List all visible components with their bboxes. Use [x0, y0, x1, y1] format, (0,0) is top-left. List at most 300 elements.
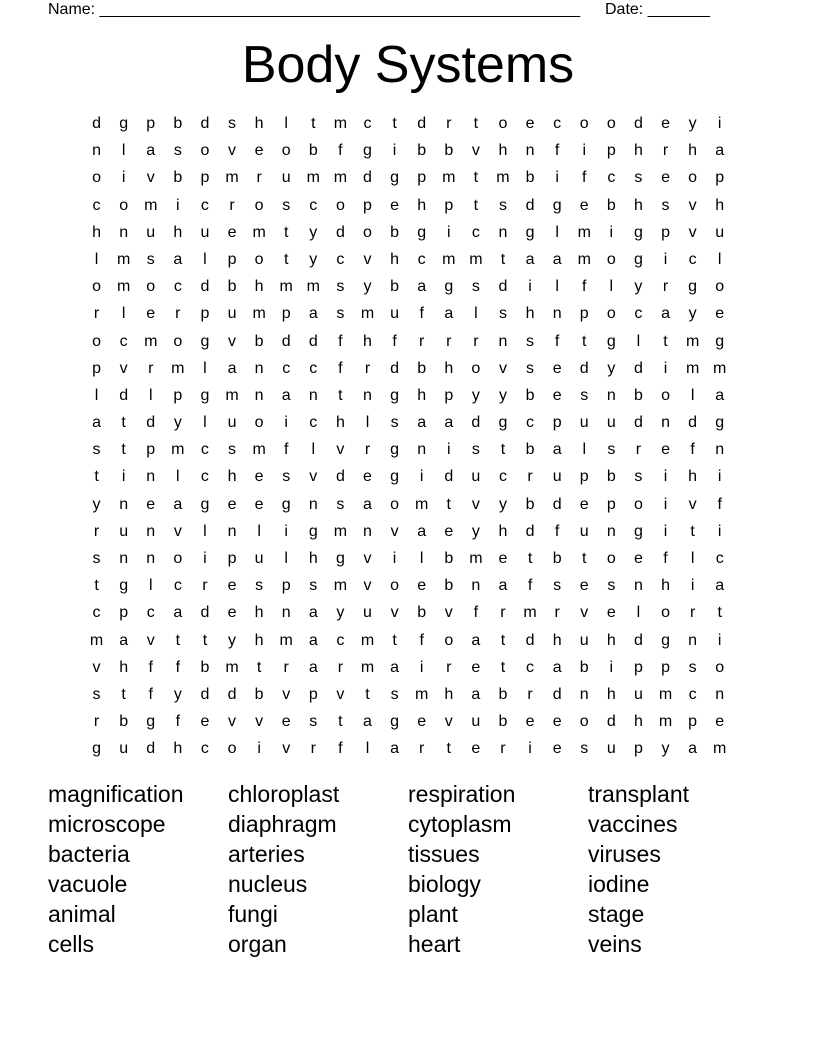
grid-letter: p [146, 441, 156, 459]
word-list-item: cytoplasm [408, 811, 512, 837]
grid-letter: n [661, 414, 670, 432]
grid-letter: i [284, 522, 288, 540]
grid-letter: p [661, 223, 670, 241]
word-list-item: chloroplast [228, 781, 340, 807]
grid-letter: m [252, 441, 266, 459]
grid-letter: e [661, 169, 670, 187]
grid-letter: d [633, 115, 643, 132]
grid-letter: m [713, 740, 727, 758]
grid-letter: p [579, 305, 589, 323]
grid-letter: m [225, 658, 239, 676]
grid-letter: e [661, 115, 670, 132]
grid-letter: m [360, 305, 375, 323]
grid-letter: h [390, 250, 400, 268]
grid-letter: r [500, 740, 506, 758]
grid-letter: y [173, 685, 182, 703]
grid-letter: g [444, 278, 454, 296]
grid-letter: h [498, 142, 508, 160]
grid-letter: s [526, 332, 535, 350]
grid-letter: g [633, 250, 643, 268]
grid-letter: s [390, 414, 399, 432]
grid-letter: o [119, 196, 129, 214]
grid-letter: g [146, 713, 156, 731]
grid-letter: c [417, 250, 426, 268]
grid-letter: s [336, 495, 345, 513]
grid-letter: n [281, 604, 291, 622]
grid-letter: v [146, 169, 155, 187]
grid-letter: h [417, 196, 427, 214]
grid-letter: d [308, 332, 318, 350]
grid-letter: n [688, 631, 698, 649]
grid-letter: n [498, 332, 508, 350]
grid-letter: s [471, 441, 480, 459]
grid-letter: i [690, 577, 695, 595]
grid-letter: a [471, 685, 481, 703]
grid-letter: h [363, 332, 372, 350]
grid-letter: c [607, 169, 616, 187]
grid-letter: p [444, 386, 454, 404]
grid-letter: m [360, 658, 375, 676]
grid-letter: o [688, 169, 698, 187]
grid-letter: c [200, 196, 209, 214]
grid-letter: m [415, 495, 429, 513]
grid-letter: h [661, 577, 670, 595]
grid-letter: o [173, 550, 183, 567]
grid-letter: o [579, 713, 589, 731]
grid-letter: s [228, 115, 237, 132]
grid-letter: y [471, 386, 480, 404]
grid-letter: e [471, 740, 481, 758]
grid-letter: i [257, 740, 261, 758]
grid-letter: t [392, 115, 397, 132]
grid-letter: m [333, 169, 348, 187]
grid-letter: l [690, 550, 695, 567]
grid-letter: g [363, 142, 372, 160]
grid-letter: v [228, 713, 237, 731]
grid-letter: v [363, 250, 372, 268]
grid-letter: e [715, 713, 725, 731]
grid-letter: e [390, 196, 400, 214]
grid-letter: t [392, 631, 397, 649]
grid-letter: s [526, 359, 535, 377]
grid-letter: b [525, 386, 535, 404]
grid-letter: l [690, 386, 695, 404]
grid-letter: i [663, 522, 668, 540]
grid-letter: b [200, 658, 210, 676]
grid-letter: a [308, 305, 318, 323]
grid-letter: r [419, 332, 425, 350]
grid-letter: u [390, 305, 400, 323]
grid-letter: d [552, 495, 562, 513]
grid-letter: i [582, 142, 587, 160]
grid-letter: y [309, 250, 318, 268]
grid-letter: y [688, 305, 697, 323]
grid-letter: l [284, 115, 288, 132]
grid-letter: p [227, 550, 237, 567]
word-list-item: viruses [588, 841, 661, 867]
grid-letter: t [582, 332, 587, 350]
grid-letter: c [309, 359, 318, 377]
grid-letter: a [227, 359, 237, 377]
grid-letter: u [579, 414, 589, 432]
grid-letter: b [444, 577, 454, 595]
grid-letter: a [715, 142, 725, 160]
grid-letter: v [471, 142, 480, 160]
grid-letter: d [363, 169, 372, 187]
grid-letter: v [228, 332, 237, 350]
grid-letter: m [171, 441, 185, 459]
grid-letter: c [146, 604, 155, 622]
grid-letter: h [308, 550, 318, 567]
grid-letter: i [555, 169, 559, 187]
grid-letter: c [715, 550, 724, 567]
grid-letter: s [282, 468, 291, 486]
grid-letter: m [225, 386, 239, 404]
grid-letter: c [92, 604, 101, 622]
grid-letter: g [633, 223, 643, 241]
grid-letter: o [200, 142, 210, 160]
grid-letter: o [173, 332, 183, 350]
grid-letter: t [94, 468, 99, 486]
grid-letter: u [281, 169, 291, 187]
grid-letter: p [417, 169, 427, 187]
grid-letter: m [415, 685, 429, 703]
grid-letter: s [661, 196, 670, 214]
grid-letter: f [419, 631, 424, 649]
word-list-item: vacuole [48, 871, 128, 897]
grid-letter: f [527, 577, 533, 595]
grid-letter: d [579, 359, 589, 377]
grid-letter: m [469, 550, 483, 567]
grid-letter: o [444, 631, 454, 649]
grid-letter: r [337, 658, 344, 676]
grid-letter: r [446, 658, 452, 676]
grid-letter: c [553, 115, 562, 132]
grid-letter: g [200, 386, 210, 404]
grid-letter: s [607, 441, 616, 459]
grid-letter: a [525, 250, 535, 268]
grid-letter: i [663, 359, 668, 377]
grid-letter: g [390, 169, 400, 187]
grid-letter: r [446, 115, 452, 132]
grid-letter: e [363, 468, 372, 486]
grid-letter: f [690, 441, 695, 459]
grid-letter: d [335, 468, 345, 486]
grid-letter: o [715, 658, 725, 676]
word-list [48, 779, 768, 959]
grid-letter: o [146, 278, 156, 296]
name-field: Name: ______________________________________________________ [48, 1, 581, 18]
header-fields [48, 0, 748, 20]
grid-letter: c [336, 631, 345, 649]
grid-letter: i [121, 169, 126, 187]
grid-letter: d [417, 115, 427, 132]
grid-letter: i [419, 658, 424, 676]
grid-letter: s [688, 658, 697, 676]
grid-letter: s [173, 142, 182, 160]
grid-letter: g [715, 414, 725, 432]
grid-letter: p [281, 305, 291, 323]
grid-letter: g [92, 740, 101, 758]
grid-letter: b [417, 142, 427, 160]
grid-letter: f [419, 305, 424, 323]
grid-letter: s [498, 305, 507, 323]
grid-letter: e [579, 495, 589, 513]
grid-letter: h [688, 468, 698, 486]
grid-letter: r [473, 332, 479, 350]
word-list-item: vaccines [588, 811, 678, 837]
grid-letter: p [552, 414, 562, 432]
grid-letter: c [688, 250, 697, 268]
grid-letter: u [227, 305, 237, 323]
grid-letter: m [252, 223, 266, 241]
grid-letter: s [498, 196, 507, 214]
grid-letter: h [444, 359, 454, 377]
grid-letter: v [92, 658, 101, 676]
grid-letter: b [173, 115, 183, 132]
word-list-item: bacteria [48, 841, 130, 867]
grid-letter: e [146, 495, 156, 513]
grid-letter: o [390, 577, 400, 595]
grid-letter: i [609, 658, 614, 676]
grid-letter: d [471, 414, 481, 432]
grid-letter: y [363, 278, 372, 296]
grid-letter: s [634, 169, 643, 187]
grid-letter: d [335, 223, 345, 241]
grid-letter: m [685, 359, 700, 377]
grid-letter: s [607, 577, 616, 595]
grid-letter: e [254, 468, 264, 486]
grid-letter: m [116, 250, 131, 268]
word-list-item: microscope [48, 811, 166, 837]
grid-letter: d [200, 604, 210, 622]
grid-letter: e [227, 223, 237, 241]
grid-letter: t [94, 577, 99, 595]
word-list-item: respiration [408, 781, 516, 807]
grid-letter: y [336, 604, 345, 622]
grid-letter: m [333, 577, 348, 595]
grid-letter: i [663, 468, 668, 486]
grid-letter: e [471, 658, 481, 676]
word-list-item: veins [588, 931, 642, 957]
grid-letter: v [228, 142, 237, 160]
grid-letter: m [577, 223, 591, 241]
grid-letter: b [633, 386, 643, 404]
grid-letter: f [338, 142, 343, 160]
grid-letter: t [473, 196, 479, 214]
grid-letter: v [255, 713, 264, 731]
grid-letter: b [254, 332, 264, 350]
word-list-item: stage [588, 901, 645, 927]
grid-letter: d [92, 115, 101, 132]
grid-letter: p [308, 685, 318, 703]
grid-letter: a [471, 631, 481, 649]
grid-letter: l [582, 441, 587, 459]
grid-letter: d [498, 278, 508, 296]
grid-letter: v [444, 604, 453, 622]
grid-letter: g [688, 278, 698, 296]
grid-letter: f [175, 658, 181, 676]
grid-letter: n [146, 550, 156, 567]
grid-letter: d [281, 332, 291, 350]
grid-letter: m [306, 169, 320, 187]
grid-letter: c [526, 414, 535, 432]
grid-letter: s [92, 550, 101, 567]
grid-letter: e [715, 305, 725, 323]
grid-letter: n [606, 386, 616, 404]
grid-letter: v [336, 441, 345, 459]
grid-letter: p [606, 142, 616, 160]
grid-letter: r [662, 142, 669, 160]
grid-letter: d [119, 386, 129, 404]
grid-letter: m [89, 631, 104, 649]
grid-letter: l [365, 414, 370, 432]
grid-letter: r [93, 305, 100, 323]
grid-letter: a [173, 604, 183, 622]
grid-letter: d [227, 685, 237, 703]
grid-letter: n [606, 522, 616, 540]
grid-letter: e [606, 604, 616, 622]
grid-letter: a [417, 522, 427, 540]
grid-letter: c [471, 223, 480, 241]
grid-letter: e [661, 441, 670, 459]
grid-letter: t [121, 685, 126, 703]
grid-letter: d [146, 740, 156, 758]
grid-letter: t [473, 115, 479, 132]
grid-letter: r [148, 359, 154, 377]
grid-letter: s [634, 468, 643, 486]
grid-letter: h [498, 522, 508, 540]
grid-letter: e [281, 713, 291, 731]
grid-letter: f [148, 658, 153, 676]
grid-letter: p [200, 305, 210, 323]
grid-letter: f [473, 604, 479, 622]
grid-letter: s [553, 577, 562, 595]
grid-letter: o [606, 550, 616, 567]
grid-letter: b [227, 278, 237, 296]
grid-letter: t [663, 332, 668, 350]
grid-letter: i [717, 631, 722, 649]
grid-letter: p [92, 359, 101, 377]
grid-letter: m [144, 332, 158, 350]
grid-letter: m [469, 250, 483, 268]
grid-letter: h [254, 278, 264, 296]
grid-letter: o [715, 278, 725, 296]
grid-letter: a [173, 495, 183, 513]
grid-letter: f [392, 332, 397, 350]
grid-letter: t [446, 495, 451, 513]
grid-letter: b [525, 441, 535, 459]
grid-letter: o [579, 115, 589, 132]
grid-letter: d [633, 414, 643, 432]
grid-letter: a [390, 658, 400, 676]
grid-letter: h [715, 196, 725, 214]
word-list-item: organ [228, 931, 287, 957]
grid-letter: t [446, 740, 451, 758]
grid-letter: b [308, 142, 318, 160]
grid-letter: l [636, 332, 641, 350]
grid-letter: s [255, 577, 264, 595]
grid-letter: e [200, 713, 210, 731]
grid-letter: n [119, 223, 129, 241]
grid-letter: y [607, 359, 616, 377]
grid-letter: d [200, 685, 210, 703]
grid-letter: m [306, 278, 320, 296]
grid-letter: l [203, 522, 207, 540]
grid-letter: o [606, 305, 616, 323]
grid-letter: b [390, 278, 400, 296]
grid-letter: y [471, 522, 480, 540]
word-list-item: heart [408, 931, 461, 957]
grid-letter: a [498, 577, 508, 595]
grid-letter: e [227, 604, 237, 622]
grid-letter: m [442, 169, 456, 187]
grid-letter: h [119, 658, 129, 676]
grid-letter: o [254, 196, 264, 214]
grid-letter: e [525, 115, 535, 132]
grid-letter: o [227, 740, 237, 758]
word-list-item: iodine [588, 871, 650, 897]
grid-letter: h [633, 713, 643, 731]
grid-letter: c [688, 685, 697, 703]
grid-letter: u [606, 414, 616, 432]
grid-letter: o [661, 604, 670, 622]
grid-letter: g [119, 577, 129, 595]
grid-letter: b [498, 685, 508, 703]
grid-letter: h [227, 468, 237, 486]
grid-letter: s [228, 441, 237, 459]
grid-letter: a [308, 604, 318, 622]
grid-letter: u [119, 740, 129, 758]
grid-letter: e [579, 196, 589, 214]
grid-letter: p [688, 713, 698, 731]
grid-letter: a [92, 414, 101, 432]
grid-letter: b [254, 685, 264, 703]
grid-letter: e [498, 550, 508, 567]
grid-letter: m [577, 250, 591, 268]
grid-letter: u [606, 740, 616, 758]
grid-letter: y [173, 414, 182, 432]
grid-letter: e [417, 577, 427, 595]
grid-letter: v [119, 359, 128, 377]
grid-letter: l [717, 250, 722, 268]
grid-letter: l [555, 278, 559, 296]
grid-letter: b [498, 713, 508, 731]
grid-letter: f [338, 332, 343, 350]
grid-letter: p [579, 468, 589, 486]
grid-letter: t [121, 441, 126, 459]
grid-letter: t [175, 631, 181, 649]
grid-letter: b [606, 196, 616, 214]
grid-letter: m [225, 169, 239, 187]
grid-letter: i [176, 196, 180, 214]
grid-letter: y [309, 223, 318, 241]
grid-letter: c [526, 658, 535, 676]
word-list-item: tissues [408, 841, 480, 867]
grid-letter: g [715, 332, 725, 350]
grid-letter: n [715, 685, 725, 703]
grid-letter: a [363, 495, 372, 513]
grid-letter: y [498, 386, 507, 404]
grid-letter: i [528, 740, 532, 758]
grid-letter: g [606, 332, 616, 350]
grid-letter: v [580, 604, 589, 622]
grid-letter: t [527, 550, 533, 567]
grid-letter: o [606, 115, 616, 132]
grid-letter: t [500, 631, 506, 649]
grid-letter: u [579, 522, 589, 540]
grid-letter: u [633, 685, 643, 703]
